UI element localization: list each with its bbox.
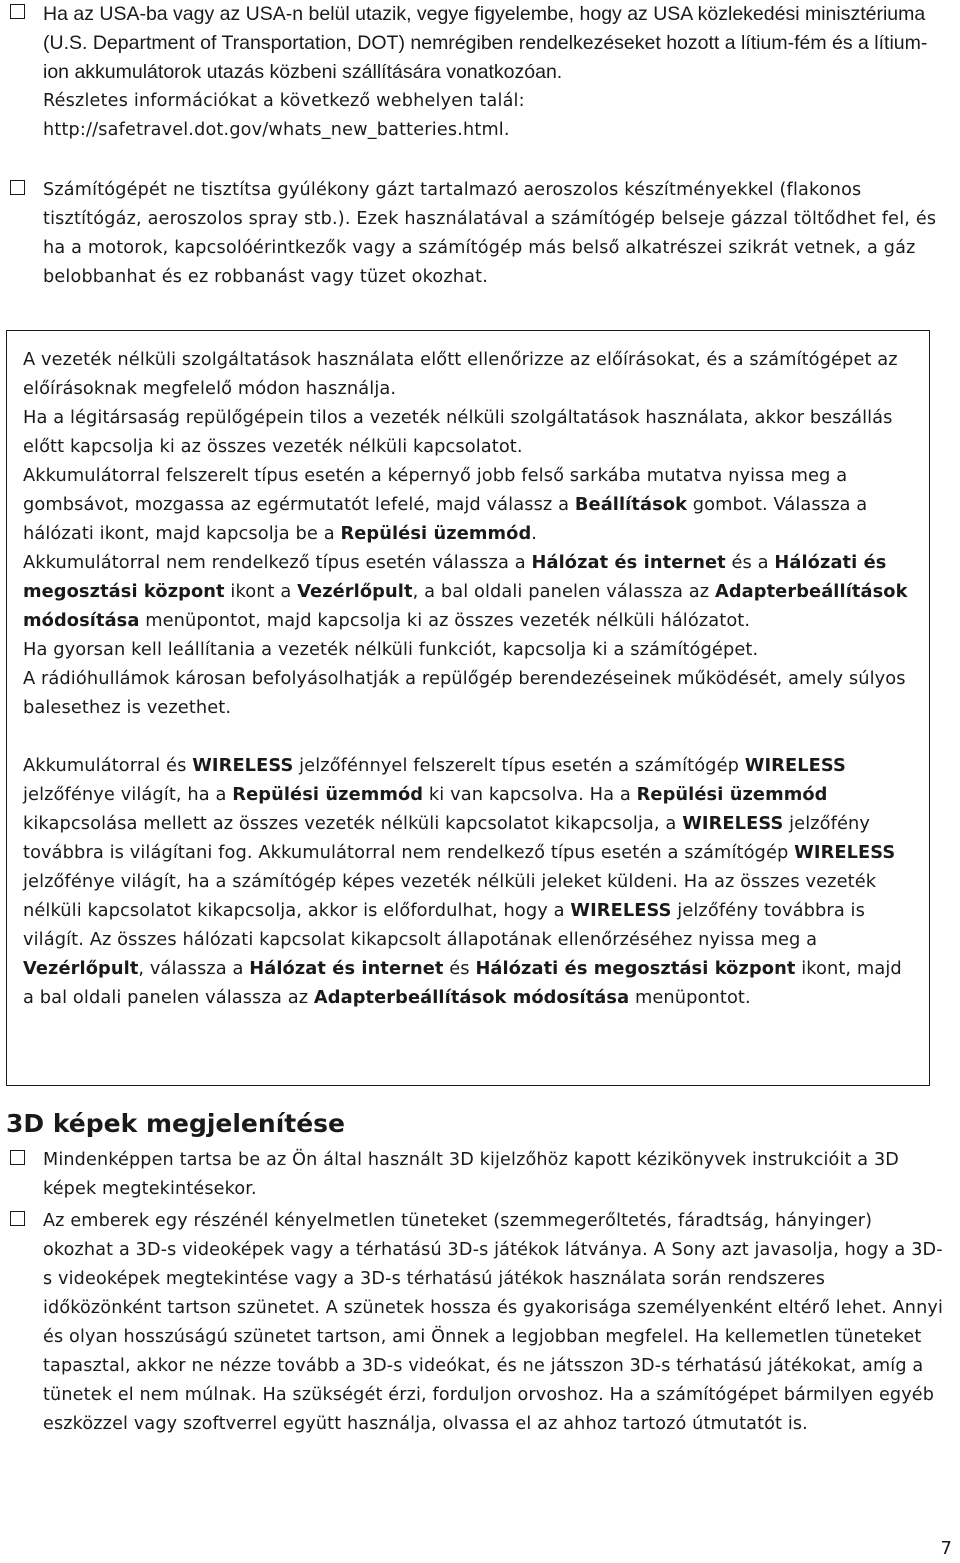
bullet-text: Számítógépét ne tisztítsa gyúlékony gázt tartalmazó aeroszolos készítményekkel (flakonos tisztítógáz, aeroszolos spray stb.). Ezek használatával a számítógép belseje gázzal töltődhet fel, és ha a motorok, kapcsolóérintkezők vagy a számítógép más belső alkatrészei szikrát vetnek, a gáz belobbanhat és ez robbanást vagy tüzet okozhat. xyxy=(43,180,937,287)
checkbox-bullet-icon xyxy=(10,180,25,195)
checkbox-bullet-icon xyxy=(10,1211,25,1226)
notice-paragraph-wireless-indicator: Akkumulátorral és WIRELESS jelzőfénnyel felszerelt típus esetén a számítógép WIRELESS jelzőfénye világít, ha a Repülési üzemmód ki van kapcsolva. Ha a Repülési üzemmód kikapcsolása mellett az összes vezeték nélküli kapcsolatot kikapcsolja, a WIRELESS jelzőfény továbbra is világítani fog. Akkumulátorral nem rendelkező típus esetén a számítógép WIRELESS jelzőfénye világít, ha a számítógép képes vezeték nélküli jeleket küldeni. Ha az összes vezeték nélküli kapcsolatot kikapcsolja, akkor is előfordulhat, hogy a WIRELESS jelzőfény továbbra is világít. Az összes hálózati kapcsolat kikapcsolt állapotának ellenőrzéséhez nyissa meg a Vezérlőpult, válassza a Hálózat és internet és Hálózati és megosztási központ ikont, majd a bal oldali panelen válassza az Adapterbeállítások módosítása menüpontot. xyxy=(23,755,902,1008)
checkbox-bullet-icon xyxy=(10,4,25,19)
bullet-aerosol-warning xyxy=(10,176,945,292)
notice-paragraph: Akkumulátorral felszerelt típus esetén a képernyő jobb felső sarkába mutatva nyissa meg a gombsávot, mozgassa az egérmutatót lefelé, majd válassz a Beállítások gombot. Válassza a hálózati ikont, majd kapcsolja be a Repülési üzemmód. xyxy=(23,465,868,544)
bullet-usa-dot xyxy=(10,0,945,145)
notice-paragraph: A vezeték nélküli szolgáltatások használata előtt ellenőrizze az előírásokat, és a számítógépet az előírásoknak megfelelő módon használja. xyxy=(23,349,898,399)
bullet-link-text: Részletes információkat a következő webhelyen talál: http://safetravel.dot.gov/whats_new_batteries.html. xyxy=(43,91,525,140)
bullet-text: Az emberek egy részénél kényelmetlen tüneteket (szemmegerőltetés, fáradtság, hányinger) okozhat a 3D-s videoképek vagy a térhatású 3D-s játékok látványa. A Sony azt javasolja, hogy a 3D-s videoképek megtekintése vagy a 3D-s térhatású játékok használata során rendszeres időközönként tartson szünetet. A szünetek hossza és gyakorisága személyenként eltérő lehet. Annyi és olyan hosszúságú szünetet tartson, ami Önnek a legjobban megfelel. Ha kellemetlen tüneteket tapasztal, akkor ne nézze tovább a 3D-s videókat, és ne játsszon 3D-s térhatású játékokat, amíg a tünetek el nem múlnak. Ha szükségét érzi, forduljon orvoshoz. Ha a számítógépet bármilyen egyéb eszközzel vagy szoftverrel együtt használja, olvassa el az ahhoz tartozó útmutatót is. xyxy=(43,1211,944,1434)
notice-paragraph: A rádióhullámok károsan befolyásolhatják a repülőgép berendezéseinek működését, amely súlyos balesethez is vezethet. xyxy=(23,668,906,718)
bullet-text: Ha az USA-ba vagy az USA-n belül utazik, vegye figyelembe, hogy az USA közlekedési minisztériuma (U.S. Department of Transportation, DOT) nemrégiben rendelkezéseket hozott a lítium-fém és a lítium-ion akkumulátorok utazás közbeni szállítására vonatkozóan. xyxy=(43,3,928,83)
page-number: 7 xyxy=(940,1538,952,1559)
section-heading: 3D képek megjelenítése xyxy=(6,1109,346,1138)
wireless-notice-box xyxy=(6,330,930,1086)
notice-paragraph: Ha gyorsan kell leállítania a vezeték nélküli funkciót, kapcsolja ki a számítógépet. xyxy=(23,639,759,660)
notice-paragraph: Akkumulátorral nem rendelkező típus esetén válassza a Hálózat és internet és a Hálózati és megosztási központ ikont a Vezérlőpult, a bal oldali panelen válassza az Adapterbeállítások módosítása menüpontot, majd kapcsolja ki az összes vezeték nélküli hálózatot. xyxy=(23,552,908,631)
checkbox-bullet-icon xyxy=(10,1150,25,1165)
bullet-text: Mindenképpen tartsa be az Ön által használt 3D kijelzőhöz kapott kézikönyvek instrukcióit a 3D képek megtekintésekor. xyxy=(43,1150,900,1199)
bullet-3d-manual xyxy=(10,1146,945,1204)
notice-paragraph: Ha a légitársaság repülőgépein tilos a vezeték nélküli szolgáltatások használata, akkor beszállás előtt kapcsolja ki az összes vezeték nélküli kapcsolatot. xyxy=(23,407,893,457)
bullet-3d-health xyxy=(10,1207,945,1439)
